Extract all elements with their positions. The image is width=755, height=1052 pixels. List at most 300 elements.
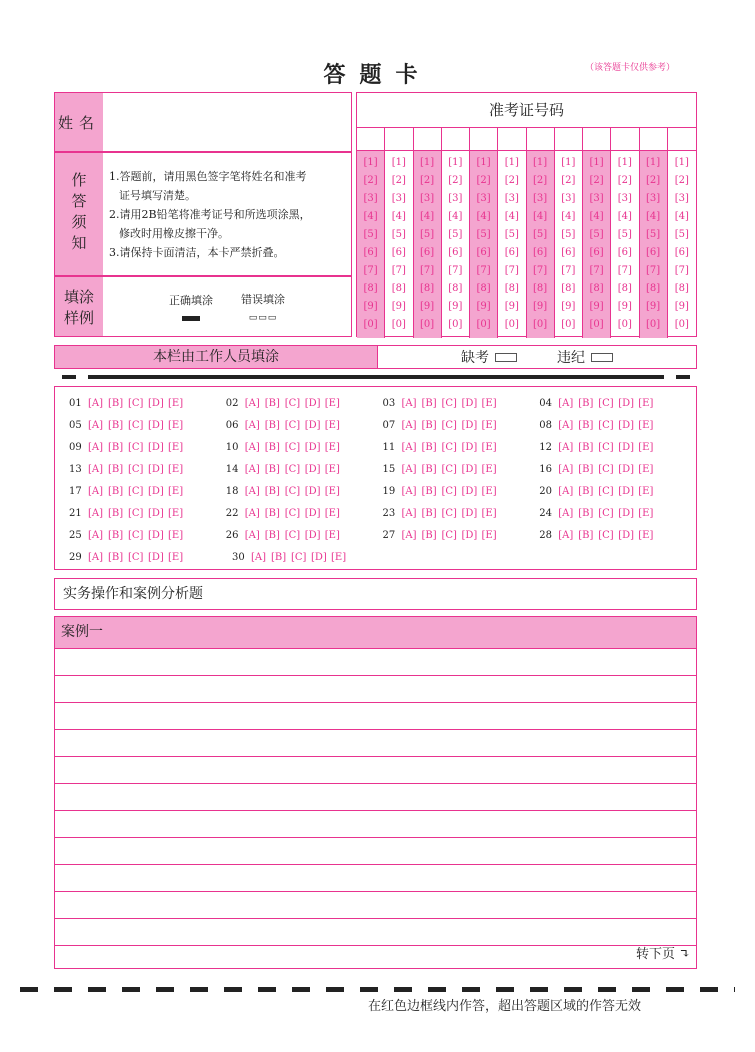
exam-id-bubble[interactable]: [0] <box>561 319 576 330</box>
option-bubble[interactable]: [D] <box>618 463 635 475</box>
exam-id-bubble[interactable]: [8] <box>674 283 689 294</box>
option-bubble[interactable]: [D] <box>461 463 478 475</box>
option-bubble[interactable]: [E] <box>168 397 184 409</box>
exam-id-bubble[interactable]: [3] <box>617 193 632 204</box>
exam-id-bubble[interactable]: [0] <box>646 319 661 330</box>
option-bubble[interactable]: [C] <box>441 463 457 475</box>
exam-id-bubble[interactable]: [3] <box>674 193 689 204</box>
exam-id-bubble[interactable]: [9] <box>448 301 463 312</box>
exam-id-bubble[interactable]: [9] <box>391 301 406 312</box>
option-bubble[interactable]: [E] <box>168 551 184 563</box>
absent-checkbox[interactable] <box>495 353 517 362</box>
exam-id-bubble[interactable]: [5] <box>363 229 378 240</box>
option-bubble[interactable]: [D] <box>148 419 164 431</box>
exam-id-bubble[interactable]: [7] <box>646 265 661 276</box>
exam-id-bubble[interactable]: [4] <box>420 211 435 222</box>
exam-id-bubble[interactable]: [9] <box>504 301 519 312</box>
exam-id-bubble[interactable]: [2] <box>476 175 491 186</box>
option-bubble[interactable]: [E] <box>168 463 184 475</box>
option-bubble[interactable]: [E] <box>168 485 184 497</box>
option-bubble[interactable]: [B] <box>421 441 437 453</box>
option-bubble[interactable]: [D] <box>461 441 478 453</box>
exam-id-bubble[interactable]: [6] <box>420 247 435 258</box>
exam-id-bubble[interactable]: [1] <box>646 157 661 168</box>
mcq-area <box>54 386 697 570</box>
exam-id-bubble[interactable]: [2] <box>448 175 463 186</box>
option-bubble[interactable]: [E] <box>481 397 497 409</box>
option-bubble[interactable]: [D] <box>304 463 321 475</box>
option-bubble[interactable]: [C] <box>128 485 144 497</box>
option-bubble[interactable]: [E] <box>638 507 654 519</box>
exam-id-bubble[interactable]: [3] <box>476 193 491 204</box>
option-bubble[interactable]: [E] <box>638 397 654 409</box>
option-bubble[interactable]: [A] <box>558 485 574 497</box>
option-bubble[interactable]: [C] <box>284 463 301 475</box>
exam-id-bubble[interactable]: [4] <box>391 211 406 222</box>
option-bubble[interactable]: [C] <box>284 419 301 431</box>
exam-id-bubble[interactable]: [8] <box>504 283 519 294</box>
exam-id-bubble[interactable]: [2] <box>533 175 548 186</box>
option-bubble[interactable]: [A] <box>88 507 104 519</box>
option-bubble[interactable]: [E] <box>324 529 340 541</box>
exam-id-bubble[interactable]: [2] <box>504 175 519 186</box>
option-bubble[interactable]: [D] <box>461 419 478 431</box>
option-bubble[interactable]: [B] <box>421 485 437 497</box>
option-bubble[interactable]: [D] <box>461 397 478 409</box>
option-bubble[interactable]: [A] <box>558 397 574 409</box>
exam-id-bubble[interactable]: [1] <box>448 157 463 168</box>
option-bubble[interactable]: [D] <box>304 397 321 409</box>
name-box[interactable] <box>54 92 352 152</box>
option-bubble[interactable]: [C] <box>598 463 614 475</box>
option-bubble[interactable]: [E] <box>324 419 340 431</box>
exam-id-bubble[interactable]: [1] <box>391 157 406 168</box>
exam-id-bubble[interactable]: [2] <box>589 175 604 186</box>
option-bubble[interactable]: [E] <box>481 441 497 453</box>
exam-id-bubble[interactable]: [2] <box>363 175 378 186</box>
option-bubble[interactable]: [A] <box>244 463 260 475</box>
option-bubble[interactable]: [A] <box>88 551 104 563</box>
option-bubble[interactable]: [B] <box>421 507 437 519</box>
exam-id-bubble[interactable]: [9] <box>420 301 435 312</box>
option-bubble[interactable]: [B] <box>578 529 594 541</box>
option-bubble[interactable]: [B] <box>271 551 287 563</box>
option-bubble[interactable]: [A] <box>244 419 260 431</box>
exam-id-bubble[interactable]: [8] <box>646 283 661 294</box>
exam-id-bubble[interactable]: [7] <box>533 265 548 276</box>
exam-id-bubble[interactable]: [4] <box>504 211 519 222</box>
option-bubble[interactable]: [A] <box>244 529 260 541</box>
exam-id-bubble[interactable]: [0] <box>476 319 491 330</box>
exam-id-bubble[interactable]: [7] <box>561 265 576 276</box>
exam-id-bubble[interactable]: [3] <box>363 193 378 204</box>
exam-id-digit-box[interactable] <box>385 128 413 150</box>
option-bubble[interactable]: [B] <box>264 485 280 497</box>
exam-id-bubble[interactable]: [7] <box>420 265 435 276</box>
exam-id-bubble[interactable]: [8] <box>391 283 406 294</box>
option-bubble[interactable]: [D] <box>461 529 478 541</box>
exam-id-bubble[interactable]: [5] <box>646 229 661 240</box>
exam-id-bubble[interactable]: [3] <box>561 193 576 204</box>
exam-id-bubble[interactable]: [1] <box>617 157 632 168</box>
exam-id-digit-box[interactable] <box>640 128 668 150</box>
exam-id-bubble[interactable]: [9] <box>533 301 548 312</box>
option-bubble[interactable]: [A] <box>401 463 417 475</box>
option-bubble[interactable]: [E] <box>638 463 654 475</box>
option-bubble[interactable]: [E] <box>638 441 654 453</box>
option-bubble[interactable]: [B] <box>578 463 594 475</box>
exam-id-bubble[interactable]: [5] <box>476 229 491 240</box>
exam-id-bubble[interactable]: [7] <box>391 265 406 276</box>
answer-line[interactable] <box>55 730 696 757</box>
exam-id-digit-box[interactable] <box>527 128 555 150</box>
exam-id-bubble[interactable]: [9] <box>646 301 661 312</box>
exam-id-bubble[interactable]: [5] <box>617 229 632 240</box>
option-bubble[interactable]: [C] <box>284 485 301 497</box>
exam-id-bubble[interactable]: [7] <box>617 265 632 276</box>
option-bubble[interactable]: [B] <box>264 529 280 541</box>
exam-id-bubble[interactable]: [0] <box>391 319 406 330</box>
option-bubble[interactable]: [E] <box>324 485 340 497</box>
exam-id-bubble[interactable]: [8] <box>476 283 491 294</box>
exam-id-bubble[interactable]: [8] <box>533 283 548 294</box>
exam-id-bubble[interactable]: [4] <box>617 211 632 222</box>
exam-id-bubble[interactable]: [4] <box>561 211 576 222</box>
exam-id-bubble[interactable]: [6] <box>617 247 632 258</box>
option-bubble[interactable]: [B] <box>108 397 124 409</box>
exam-id-bubble[interactable]: [8] <box>448 283 463 294</box>
exam-id-digit-box[interactable] <box>583 128 611 150</box>
answer-line[interactable] <box>55 811 696 838</box>
exam-id-bubble[interactable]: [1] <box>561 157 576 168</box>
option-bubble[interactable]: [B] <box>264 441 280 453</box>
exam-id-bubble[interactable]: [9] <box>674 301 689 312</box>
option-bubble[interactable]: [C] <box>598 507 614 519</box>
exam-id-bubble[interactable]: [3] <box>420 193 435 204</box>
answer-line[interactable] <box>55 865 696 892</box>
option-bubble[interactable]: [C] <box>598 485 614 497</box>
case-answer-area[interactable] <box>54 616 697 969</box>
exam-id-bubble[interactable]: [1] <box>674 157 689 168</box>
option-bubble[interactable]: [B] <box>421 419 437 431</box>
option-bubble[interactable]: [C] <box>441 419 457 431</box>
exam-id-bubble[interactable]: [3] <box>646 193 661 204</box>
option-bubble[interactable]: [D] <box>148 397 164 409</box>
exam-id-bubble[interactable]: [6] <box>674 247 689 258</box>
exam-id-bubble[interactable]: [1] <box>420 157 435 168</box>
option-bubble[interactable]: [B] <box>108 507 124 519</box>
exam-id-bubble[interactable]: [4] <box>476 211 491 222</box>
option-bubble[interactable]: [D] <box>304 507 321 519</box>
exam-id-bubble[interactable]: [3] <box>391 193 406 204</box>
exam-id-bubble[interactable]: [2] <box>674 175 689 186</box>
exam-id-bubble[interactable]: [8] <box>363 283 378 294</box>
option-bubble[interactable]: [A] <box>558 463 574 475</box>
option-bubble[interactable]: [B] <box>108 441 124 453</box>
option-bubble[interactable]: [B] <box>421 463 437 475</box>
option-bubble[interactable]: [D] <box>618 529 635 541</box>
exam-id-bubble[interactable]: [1] <box>363 157 378 168</box>
option-bubble[interactable]: [C] <box>284 507 301 519</box>
exam-id-bubble[interactable]: [7] <box>448 265 463 276</box>
option-bubble[interactable]: [D] <box>618 397 635 409</box>
option-bubble[interactable]: [C] <box>128 463 144 475</box>
option-bubble[interactable]: [C] <box>598 529 614 541</box>
option-bubble[interactable]: [A] <box>88 463 104 475</box>
exam-id-digit-box[interactable] <box>555 128 583 150</box>
option-bubble[interactable]: [C] <box>128 441 144 453</box>
exam-id-bubble[interactable]: [3] <box>533 193 548 204</box>
exam-id-bubble[interactable]: [8] <box>617 283 632 294</box>
exam-id-bubble[interactable]: [1] <box>504 157 519 168</box>
option-bubble[interactable]: [B] <box>578 507 594 519</box>
option-bubble[interactable]: [B] <box>578 419 594 431</box>
option-bubble[interactable]: [D] <box>148 551 164 563</box>
option-bubble[interactable]: [E] <box>324 507 340 519</box>
option-bubble[interactable]: [A] <box>251 551 267 563</box>
exam-id-bubble[interactable]: [6] <box>448 247 463 258</box>
exam-id-bubble[interactable]: [4] <box>533 211 548 222</box>
exam-id-bubble[interactable]: [7] <box>589 265 604 276</box>
exam-id-bubble[interactable]: [2] <box>561 175 576 186</box>
option-bubble[interactable]: [A] <box>88 441 104 453</box>
exam-id-bubble[interactable]: [9] <box>476 301 491 312</box>
option-bubble[interactable]: [C] <box>128 507 144 519</box>
option-bubble[interactable]: [D] <box>304 441 321 453</box>
option-bubble[interactable]: [E] <box>638 529 654 541</box>
option-bubble[interactable]: [C] <box>441 441 457 453</box>
exam-id-bubble[interactable]: [6] <box>476 247 491 258</box>
answer-line[interactable] <box>55 784 696 811</box>
option-bubble[interactable]: [A] <box>401 441 417 453</box>
option-bubble[interactable]: [C] <box>128 551 144 563</box>
option-bubble[interactable]: [C] <box>128 419 144 431</box>
option-bubble[interactable]: [E] <box>481 485 497 497</box>
exam-id-bubble[interactable]: [9] <box>561 301 576 312</box>
option-bubble[interactable]: [B] <box>108 529 124 541</box>
option-bubble[interactable]: [A] <box>88 419 104 431</box>
violation-checkbox[interactable] <box>591 353 613 362</box>
option-bubble[interactable]: [D] <box>148 507 164 519</box>
option-bubble[interactable]: [B] <box>578 441 594 453</box>
option-bubble[interactable]: [E] <box>324 463 340 475</box>
exam-id-bubble[interactable]: [4] <box>448 211 463 222</box>
exam-id-bubble[interactable]: [5] <box>674 229 689 240</box>
option-bubble[interactable]: [A] <box>401 485 417 497</box>
option-bubble[interactable]: [A] <box>244 441 260 453</box>
option-bubble[interactable]: [C] <box>441 485 457 497</box>
option-bubble[interactable]: [D] <box>618 441 635 453</box>
exam-id-bubble[interactable]: [8] <box>589 283 604 294</box>
option-bubble[interactable]: [A] <box>244 397 260 409</box>
option-bubble[interactable]: [B] <box>264 463 280 475</box>
exam-id-bubble[interactable]: [6] <box>363 247 378 258</box>
option-bubble[interactable]: [A] <box>88 529 104 541</box>
exam-id-bubble[interactable]: [3] <box>504 193 519 204</box>
exam-id-bubble[interactable]: [6] <box>589 247 604 258</box>
exam-id-bubble[interactable]: [5] <box>448 229 463 240</box>
option-bubble[interactable]: [C] <box>441 397 457 409</box>
option-bubble[interactable]: [E] <box>481 463 497 475</box>
exam-id-bubble[interactable]: [5] <box>533 229 548 240</box>
exam-id-bubble[interactable]: [0] <box>420 319 435 330</box>
exam-id-bubble[interactable]: [0] <box>504 319 519 330</box>
exam-id-bubble[interactable]: [6] <box>391 247 406 258</box>
option-bubble[interactable]: [C] <box>284 529 301 541</box>
answer-line[interactable] <box>55 703 696 730</box>
option-bubble[interactable]: [E] <box>331 551 347 563</box>
exam-id-bubble[interactable]: [5] <box>561 229 576 240</box>
exam-id-bubble[interactable]: [7] <box>674 265 689 276</box>
option-bubble[interactable]: [A] <box>401 397 417 409</box>
option-bubble[interactable]: [D] <box>618 419 635 431</box>
exam-id-digit-box[interactable] <box>470 128 498 150</box>
exam-id-bubble[interactable]: [2] <box>391 175 406 186</box>
exam-id-bubble[interactable]: [4] <box>674 211 689 222</box>
exam-id-bubble[interactable]: [4] <box>589 211 604 222</box>
option-bubble[interactable]: [B] <box>421 529 437 541</box>
case-title: 案例一 <box>55 617 696 649</box>
exam-id-bubble[interactable]: [5] <box>589 229 604 240</box>
option-bubble[interactable]: [A] <box>401 529 417 541</box>
option-bubble[interactable]: [E] <box>168 441 184 453</box>
exam-id-bubble[interactable]: [8] <box>420 283 435 294</box>
option-bubble[interactable]: [A] <box>558 529 574 541</box>
option-bubble[interactable]: [E] <box>324 397 340 409</box>
option-bubble[interactable]: [D] <box>461 485 478 497</box>
exam-id-bubble[interactable]: [0] <box>617 319 632 330</box>
option-bubble[interactable]: [B] <box>421 397 437 409</box>
option-bubble[interactable]: [A] <box>88 485 104 497</box>
exam-id-digit-box[interactable] <box>498 128 526 150</box>
exam-id-bubble[interactable]: [9] <box>363 301 378 312</box>
option-bubble[interactable]: [E] <box>168 529 184 541</box>
option-bubble[interactable]: [E] <box>638 419 654 431</box>
exam-id-bubble[interactable]: [7] <box>476 265 491 276</box>
exam-id-bubble[interactable]: [2] <box>420 175 435 186</box>
exam-id-bubble[interactable]: [6] <box>646 247 661 258</box>
option-bubble[interactable]: [E] <box>481 419 497 431</box>
exam-id-bubble[interactable]: [6] <box>504 247 519 258</box>
option-bubble[interactable]: [B] <box>108 419 124 431</box>
option-bubble[interactable]: [E] <box>168 507 184 519</box>
option-bubble[interactable]: [A] <box>401 419 417 431</box>
option-bubble[interactable]: [B] <box>578 397 594 409</box>
option-bubble[interactable]: [D] <box>304 485 321 497</box>
option-bubble[interactable]: [C] <box>598 441 614 453</box>
exam-id-bubble[interactable]: [0] <box>363 319 378 330</box>
option-bubble[interactable]: [B] <box>264 397 280 409</box>
option-bubble[interactable]: [E] <box>168 419 184 431</box>
exam-id-digit-box[interactable] <box>668 128 696 150</box>
exam-id-bubble[interactable]: [4] <box>363 211 378 222</box>
option-bubble[interactable]: [B] <box>578 485 594 497</box>
exam-id-bubble[interactable]: [0] <box>589 319 604 330</box>
option-bubble[interactable]: [E] <box>324 441 340 453</box>
option-bubble[interactable]: [B] <box>264 507 280 519</box>
exam-id-bubble[interactable]: [1] <box>533 157 548 168</box>
answer-line[interactable] <box>55 919 696 946</box>
exam-id-bubble[interactable]: [7] <box>363 265 378 276</box>
option-bubble[interactable]: [C] <box>284 441 301 453</box>
exam-id-bubble[interactable]: [5] <box>420 229 435 240</box>
exam-id-bubble[interactable]: [3] <box>448 193 463 204</box>
option-bubble[interactable]: [E] <box>638 485 654 497</box>
exam-id-bubble[interactable]: [8] <box>561 283 576 294</box>
exam-id-bubble[interactable]: [2] <box>617 175 632 186</box>
option-bubble[interactable]: [A] <box>244 485 260 497</box>
exam-id-bubble[interactable]: [5] <box>504 229 519 240</box>
option-bubble[interactable]: [C] <box>284 397 301 409</box>
option-bubble[interactable]: [D] <box>618 485 635 497</box>
option-bubble[interactable]: [D] <box>148 463 164 475</box>
exam-id-bubble[interactable]: [1] <box>476 157 491 168</box>
exam-id-bubble[interactable]: [6] <box>533 247 548 258</box>
option-bubble[interactable]: [D] <box>304 529 321 541</box>
exam-id-bubble[interactable]: [7] <box>504 265 519 276</box>
exam-id-bubble[interactable]: [0] <box>533 319 548 330</box>
option-bubble[interactable]: [C] <box>441 507 457 519</box>
option-bubble[interactable]: [A] <box>88 397 104 409</box>
exam-id-digit-box[interactable] <box>414 128 442 150</box>
answer-line[interactable] <box>55 838 696 865</box>
exam-id-bubble[interactable]: [2] <box>646 175 661 186</box>
option-bubble[interactable]: [A] <box>244 507 260 519</box>
exam-id-digit-box[interactable] <box>442 128 470 150</box>
option-bubble[interactable]: [A] <box>558 419 574 431</box>
option-bubble[interactable]: [A] <box>558 507 574 519</box>
exam-id-bubble[interactable]: [9] <box>617 301 632 312</box>
option-bubble[interactable]: [B] <box>108 551 124 563</box>
exam-id-bubble[interactable]: [0] <box>674 319 689 330</box>
answer-line[interactable] <box>55 676 696 703</box>
option-bubble[interactable]: [C] <box>441 529 457 541</box>
option-bubble[interactable]: [D] <box>618 507 635 519</box>
option-bubble[interactable]: [E] <box>481 529 497 541</box>
option-bubble[interactable]: [C] <box>291 551 307 563</box>
exam-id-bubble[interactable]: [6] <box>561 247 576 258</box>
answer-line[interactable] <box>55 757 696 784</box>
option-bubble[interactable]: [D] <box>311 551 327 563</box>
option-bubble[interactable]: [D] <box>148 441 164 453</box>
option-bubble[interactable]: [B] <box>264 419 280 431</box>
option-bubble[interactable]: [B] <box>108 485 124 497</box>
exam-id-digit-box[interactable] <box>357 128 385 150</box>
option-bubble[interactable]: [C] <box>598 397 614 409</box>
exam-id-bubble[interactable]: [1] <box>589 157 604 168</box>
option-bubble[interactable]: [C] <box>128 529 144 541</box>
exam-id-bubble[interactable]: [4] <box>646 211 661 222</box>
option-bubble[interactable]: [B] <box>108 463 124 475</box>
exam-id-bubble[interactable]: [5] <box>391 229 406 240</box>
option-bubble[interactable]: [D] <box>304 419 321 431</box>
option-bubble[interactable]: [C] <box>598 419 614 431</box>
answer-line[interactable] <box>55 892 696 919</box>
option-bubble[interactable]: [E] <box>481 507 497 519</box>
option-bubble[interactable]: [A] <box>401 507 417 519</box>
answer-line[interactable] <box>55 649 696 676</box>
exam-id-bubble[interactable]: [9] <box>589 301 604 312</box>
option-bubble[interactable]: [C] <box>128 397 144 409</box>
exam-id-bubble[interactable]: [0] <box>448 319 463 330</box>
option-bubble[interactable]: [D] <box>148 485 164 497</box>
option-bubble[interactable]: [A] <box>558 441 574 453</box>
option-bubble[interactable]: [D] <box>148 529 164 541</box>
exam-id-digit-box[interactable] <box>611 128 639 150</box>
mcq-item <box>69 486 226 497</box>
exam-id-bubble[interactable]: [3] <box>589 193 604 204</box>
option-bubble[interactable]: [D] <box>461 507 478 519</box>
